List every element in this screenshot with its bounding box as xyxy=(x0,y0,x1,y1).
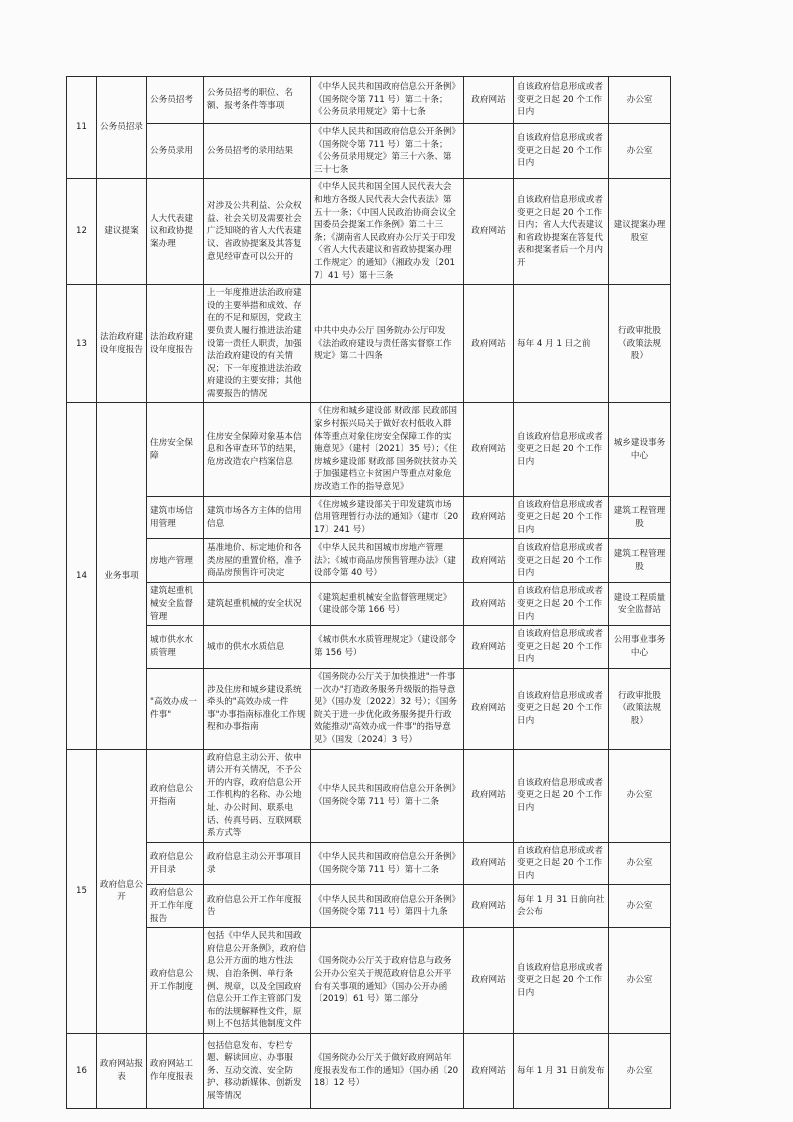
department-cell: 办公室 xyxy=(609,77,671,124)
basis-cell: 《中华人民共和国政府信息公开条例》（国务院令第 711 号）第十二条 xyxy=(311,749,464,842)
table-row xyxy=(67,124,671,179)
item-cell: 公务员招考 xyxy=(147,77,204,124)
department-cell: 办公室 xyxy=(609,842,671,885)
category-cell: 政府信息公开 xyxy=(97,749,147,1033)
channel-cell: 政府网站 xyxy=(464,179,514,285)
item-cell: 政府信息公开目录 xyxy=(147,842,204,885)
row-number: 14 xyxy=(67,403,97,749)
time-cell: 自该政府信息形成或者变更之日起 20 个工作日内 xyxy=(514,496,609,539)
department-cell: 建设工程质量安全监督站 xyxy=(609,583,671,626)
item-cell: 政府网站工作年度报表 xyxy=(147,1034,204,1109)
channel-cell: 政府网站 xyxy=(464,496,514,539)
basis-cell: 《中华人民共和国全国人民代表大会和地方各级人民代表大会代表法》第五十一条；《中国人民政治协商会议全国委员会提案工作条例》第二十三条；《湖南省人民政府办公厅关于印发〈省人大代表建议和省政协提案办理工作规定〉的通知》（湘政办发〔2017〕41 号）第十三条 xyxy=(311,179,464,285)
content-cell: 包括《中华人民共和国政府信息公开条例》，政府信息公开方面的地方性法规、自治条例、单行条例、规章，以及全国政府信息公开工作主管部门发布的法规解释性文件，原则上不包括其他制度文件 xyxy=(204,928,311,1034)
content-cell: 涉及住房和城乡建设系统牵头的"高效办成一件事"办事指南标准化工作规程和办事指南 xyxy=(204,668,311,749)
department-cell: 行政审批股（政策法规股） xyxy=(609,285,671,403)
channel-cell: 政府网站 xyxy=(464,626,514,669)
department-cell: 办公室 xyxy=(609,885,671,928)
department-cell: 建筑工程管理股 xyxy=(609,539,671,583)
content-cell: 公务员招考的职位、名额、报考条件等事项 xyxy=(204,77,311,124)
basis-cell: 《国务院办公厅关于做好政府网站年度报表发布工作的通知》（国办函〔2018〕12 号） xyxy=(311,1034,464,1109)
basis-cell: 《城市供水水质管理规定》（建设部令第 156 号） xyxy=(311,626,464,669)
item-cell: 政府信息公开工作制度 xyxy=(147,928,204,1034)
row-number: 15 xyxy=(67,749,97,1033)
basis-cell: 《住房城乡建设部关于印发建筑市场信用管理暂行办法的通知》（建市〔2017〕241 号） xyxy=(311,496,464,539)
item-cell: 建筑市场信用管理 xyxy=(147,496,204,539)
basis-cell: 《中华人民共和国政府信息公开条例》（国务院令第 711 号）第四十九条 xyxy=(311,885,464,928)
category-cell: 公务员招录 xyxy=(97,77,147,179)
table-row xyxy=(67,77,671,124)
table-row xyxy=(67,403,671,496)
channel-cell: 政府网站 xyxy=(464,1034,514,1109)
channel-cell: 政府网站 xyxy=(464,583,514,626)
row-number: 16 xyxy=(67,1034,97,1109)
table-row xyxy=(67,668,671,749)
channel-cell: 政府网站 xyxy=(464,285,514,403)
department-cell: 建议提案办理股室 xyxy=(609,179,671,285)
time-cell: 自该政府信息形成或者变更之日起 20 个工作日内 xyxy=(514,583,609,626)
table-row xyxy=(67,539,671,583)
channel-cell: 政府网站 xyxy=(464,749,514,842)
basis-cell: 《中华人民共和国政府信息公开条例》（国务院令第 711 号）第十二条 xyxy=(311,842,464,885)
channel-cell: 政府网站 xyxy=(464,403,514,496)
time-cell: 自该政府信息形成或者变更之日起 20 个工作日内 xyxy=(514,668,609,749)
time-cell: 每年 1 月 31 日前向社会公布 xyxy=(514,885,609,928)
content-cell: 包括信息发布、专栏专题、解读回应、办事服务、互动交流、安全防护、移动新媒体、创新发展等情况 xyxy=(204,1034,311,1109)
department-cell: 办公室 xyxy=(609,749,671,842)
item-cell: 政府信息公开指南 xyxy=(147,749,204,842)
basis-cell: 《国务院办公厅关于政府信息与政务公开办公室关于规范政府信息公开平台有关事项的通知》（国办公开办函〔2019〕61 号）第二部分 xyxy=(311,928,464,1034)
table-row xyxy=(67,285,671,403)
channel-cell: 政府网站 xyxy=(464,77,514,124)
channel-cell: 政府网站 xyxy=(464,928,514,1034)
table-row xyxy=(67,749,671,842)
time-cell: 每年 1 月 31 日前发布 xyxy=(514,1034,609,1109)
time-cell: 自该政府信息形成或者变更之日起 20 个工作日内 xyxy=(514,928,609,1034)
basis-cell: 《中华人民共和国城市房地产管理法》；《城市商品房预售管理办法》（建设部令第 40 号） xyxy=(311,539,464,583)
item-cell: 住房安全保障 xyxy=(147,403,204,496)
department-cell: 行政审批股（政策法规股） xyxy=(609,668,671,749)
item-cell: 城市供水水质管理 xyxy=(147,626,204,669)
item-cell: 建筑起重机械安全监督管理 xyxy=(147,583,204,626)
time-cell: 每年 4 月 1 日之前 xyxy=(514,285,609,403)
basis-cell: 《国务院办公厅关于加快推进"一件事一次办"打造政务服务升级版的指导意见》（国办发〔2022〕32 号）；《国务院关于进一步优化政务服务提升行政效能推动"高效办成一件事"的指导意见》（国发〔2024〕3 号） xyxy=(311,668,464,749)
time-cell: 自该政府信息形成或者变更之日起 20 个工作日内 xyxy=(514,842,609,885)
table-row xyxy=(67,1034,671,1109)
content-cell: 上一年度推进法治政府建设的主要举措和成效、存在的不足和原因，党政主要负责人履行推进法治建设第一责任人职责，加强法治政府建设的有关情况；下一年度推进法治政府建设的主要安排；其他需要报告的情况 xyxy=(204,285,311,403)
row-number: 12 xyxy=(67,179,97,285)
time-cell: 自该政府信息形成或者变更之日起 20 个工作日内 xyxy=(514,403,609,496)
category-cell: 业务事项 xyxy=(97,403,147,749)
row-number: 13 xyxy=(67,285,97,403)
basis-cell: 《中华人民共和国政府信息公开条例》（国务院令第 711 号）第二十条；《公务员录用规定》第三十六条、第三十七条 xyxy=(311,124,464,179)
table-row xyxy=(67,496,671,539)
item-cell: "高效办成一件事" xyxy=(147,668,204,749)
department-cell: 办公室 xyxy=(609,124,671,179)
department-cell: 城乡建设事务中心 xyxy=(609,403,671,496)
department-cell: 办公室 xyxy=(609,1034,671,1109)
time-cell: 自该政府信息形成或者变更之日起 20 个工作日内 xyxy=(514,626,609,669)
table-row xyxy=(67,885,671,928)
row-number: 11 xyxy=(67,77,97,179)
content-cell: 政府信息主动公开事项目录 xyxy=(204,842,311,885)
channel-cell: 政府网站 xyxy=(464,842,514,885)
table-row xyxy=(67,179,671,285)
content-cell: 对涉及公共利益、公众权益、社会关切及需要社会广泛知晓的省人大代表建议、省政协提案及其答复意见经审查可以公开的 xyxy=(204,179,311,285)
channel-cell xyxy=(464,124,514,179)
category-cell: 政府网站报表 xyxy=(97,1034,147,1109)
content-cell: 城市的供水水质信息 xyxy=(204,626,311,669)
table-row xyxy=(67,928,671,1034)
disclosure-table xyxy=(66,76,671,1109)
channel-cell: 政府网站 xyxy=(464,885,514,928)
time-cell: 自该政府信息形成或者变更之日起 20 个工作日内 xyxy=(514,749,609,842)
item-cell: 公务员录用 xyxy=(147,124,204,179)
basis-cell: 《中华人民共和国政府信息公开条例》（国务院令第 711 号）第二十条；《公务员录用规定》第十七条 xyxy=(311,77,464,124)
category-cell: 建议提案 xyxy=(97,179,147,285)
time-cell: 自该政府信息形成或者变更之日起 20 个工作日内；省人大代表建议和省政协提案在答复代表和提案者后一个月内开 xyxy=(514,179,609,285)
table-row xyxy=(67,583,671,626)
item-cell: 政府信息公开工作年度报告 xyxy=(147,885,204,928)
table-row xyxy=(67,842,671,885)
table-row xyxy=(67,626,671,669)
category-cell: 法治政府建设年度报告 xyxy=(97,285,147,403)
channel-cell: 政府网站 xyxy=(464,668,514,749)
time-cell: 自该政府信息形成或者变更之日起 20 个工作日内 xyxy=(514,77,609,124)
department-cell: 建筑工程管理股 xyxy=(609,496,671,539)
content-cell: 基准地价、标定地价和各类房屋的重置价格，准予商品房预售许可决定 xyxy=(204,539,311,583)
channel-cell: 政府网站 xyxy=(464,539,514,583)
basis-cell: 《住房和城乡建设部 财政部 民政部国家乡村振兴局关于做好农村低收入群体等重点对象住房安全保障工作的实施意见》（建村〔2021〕35 号）；《住房城乡建设部 财政部 国务院扶贫办关于加强建档立卡贫困户等重点对象危房改造工作的指导意见》 xyxy=(311,403,464,496)
content-cell: 建筑市场各方主体的信用信息 xyxy=(204,496,311,539)
table-body xyxy=(67,77,671,1109)
item-cell: 人大代表建议和政协提案办理 xyxy=(147,179,204,285)
time-cell: 自该政府信息形成或者变更之日起 20 个工作日内 xyxy=(514,124,609,179)
content-cell: 政府信息公开工作年度报告 xyxy=(204,885,311,928)
content-cell: 政府信息主动公开、依申请公开有关情况，不予公开的内容，政府信息公开工作机构的名称、办公地址、办公时间、联系电话、传真号码、互联网联系方式等 xyxy=(204,749,311,842)
content-cell: 建筑起重机械的安全状况 xyxy=(204,583,311,626)
basis-cell: 《建筑起重机械安全监督管理规定》（建设部令第 166 号） xyxy=(311,583,464,626)
department-cell: 公用事业事务中心 xyxy=(609,626,671,669)
content-cell: 住房安全保障对象基本信息和各审查环节的结果，危房改造农户档案信息 xyxy=(204,403,311,496)
department-cell: 办公室 xyxy=(609,928,671,1034)
item-cell: 房地产管理 xyxy=(147,539,204,583)
item-cell: 法治政府建设年度报告 xyxy=(147,285,204,403)
time-cell: 自该政府信息形成或者变更之日起 20 个工作日内 xyxy=(514,539,609,583)
basis-cell: 中共中央办公厅 国务院办公厅印发《法治政府建设与责任落实督察工作规定》第二十四条 xyxy=(311,285,464,403)
content-cell: 公务员招考的录用结果 xyxy=(204,124,311,179)
